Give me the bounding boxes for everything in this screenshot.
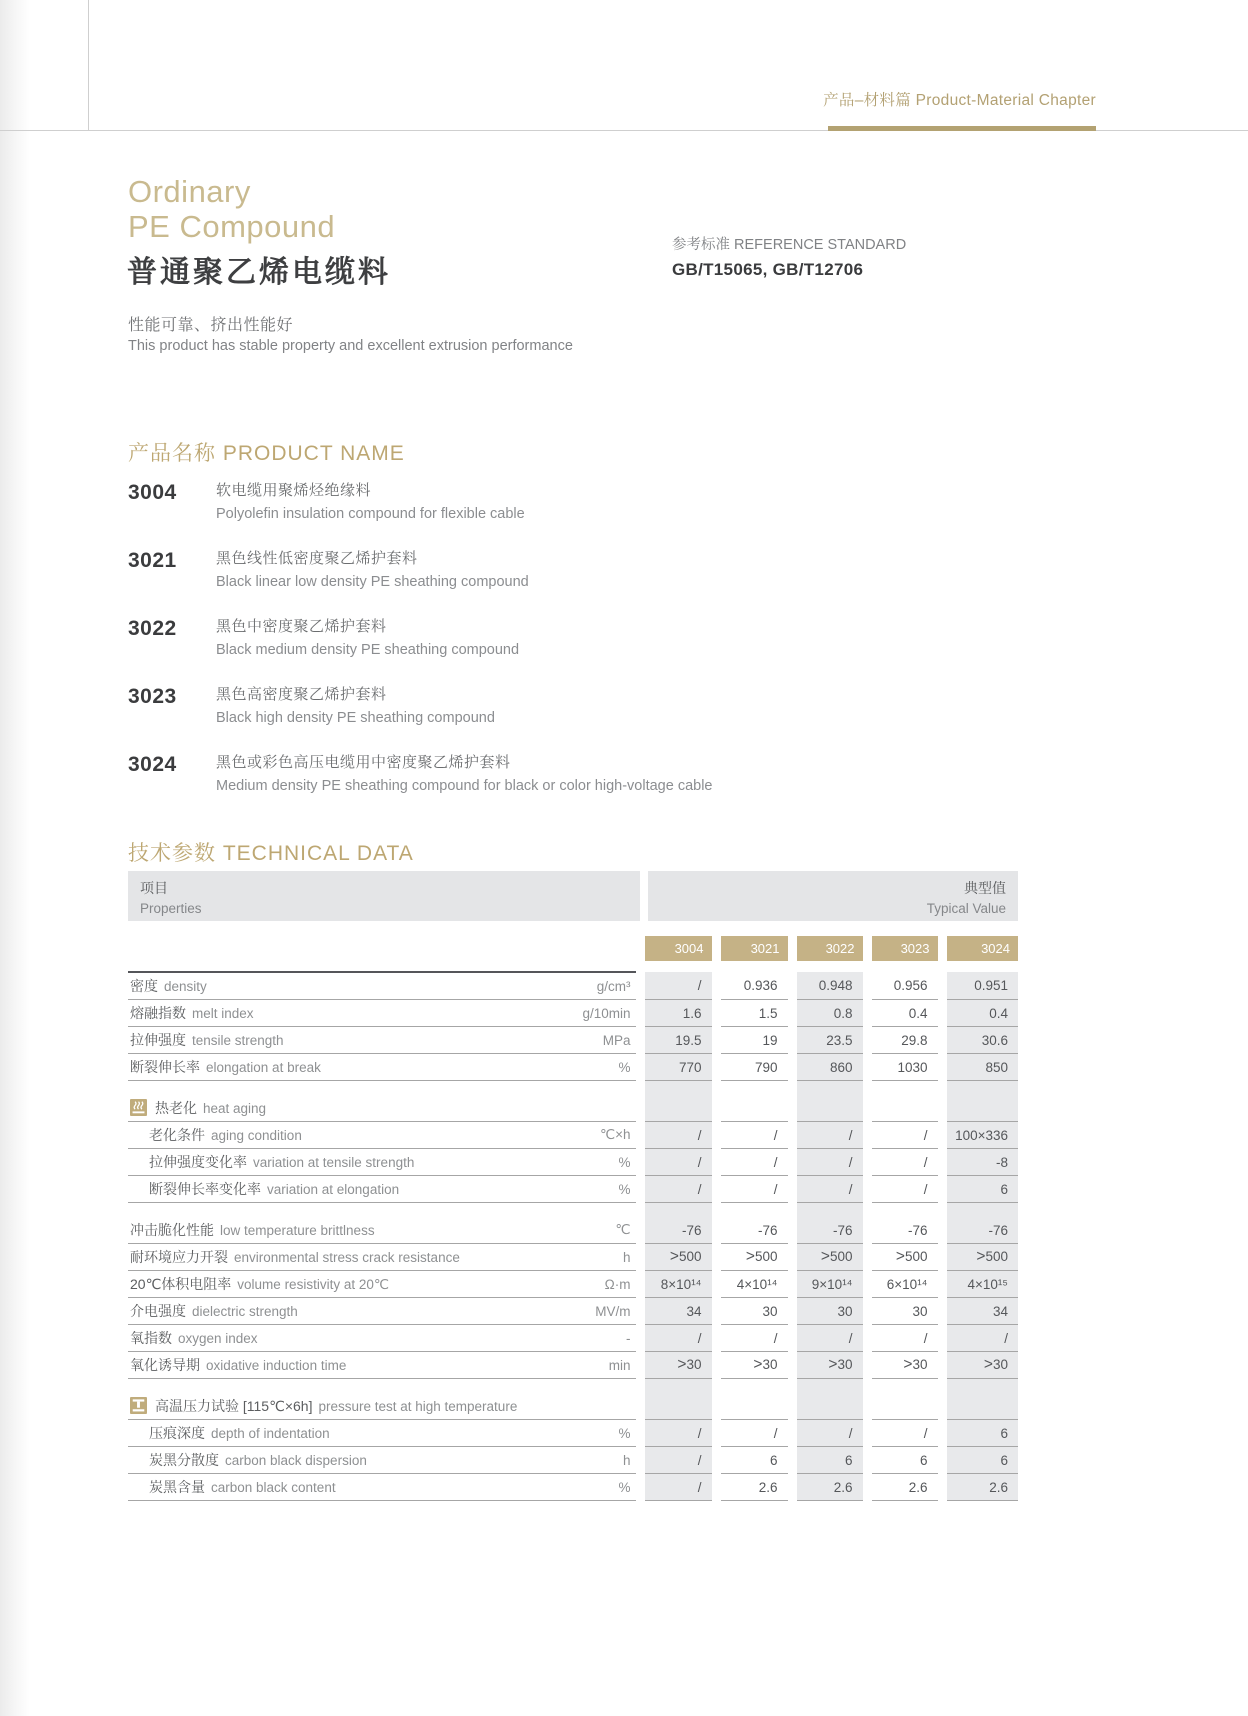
property-value: 100×336 [942, 1122, 1018, 1149]
property-unit: Ω·m [571, 1271, 640, 1298]
property-group-row [128, 1095, 1018, 1122]
property-value: / [640, 1447, 716, 1474]
typical-value-header-block [648, 871, 1018, 921]
property-value: 0.8 [792, 1000, 867, 1027]
property-value: >500 [867, 1244, 942, 1271]
product-item [128, 481, 1028, 525]
property-value: >500 [640, 1244, 716, 1271]
property-group-label [128, 1393, 640, 1420]
property-value: >500 [716, 1244, 792, 1271]
property-row [128, 1000, 1018, 1027]
property-unit: - [571, 1325, 640, 1352]
reference-standard-value: GB/T15065, GB/T12706 [672, 260, 864, 279]
property-value: 6 [867, 1447, 942, 1474]
property-label-zh: 介电强度 [130, 1303, 186, 1319]
property-label [128, 1149, 571, 1176]
grade-column-header: 3022 [792, 936, 867, 961]
product-name-zh: 黑色线性低密度聚乙烯护套料 [216, 550, 418, 567]
property-label-en: volume resistivity at 20℃ [237, 1277, 390, 1292]
property-row [128, 1244, 1018, 1271]
product-item [128, 685, 1028, 729]
property-value: 850 [942, 1054, 1018, 1081]
property-unit: MPa [571, 1027, 640, 1054]
header-vertical-rule [88, 0, 89, 130]
page-left-shadow [0, 0, 30, 1716]
property-value: 6 [942, 1176, 1018, 1203]
property-value: 6 [942, 1447, 1018, 1474]
property-label-en: aging condition [211, 1128, 302, 1143]
property-value: 6×10¹⁴ [867, 1271, 942, 1298]
property-unit: MV/m [571, 1298, 640, 1325]
property-label-en: dielectric strength [192, 1304, 298, 1319]
property-value: 0.951 [942, 972, 1018, 1000]
property-label-zh: 20℃体积电阻率 [130, 1276, 232, 1292]
header-gap-row [128, 961, 1018, 972]
product-name-en: Black linear low density PE sheathing compound [216, 574, 529, 590]
property-value: / [640, 1149, 716, 1176]
heat-icon [130, 1099, 147, 1116]
property-row [128, 1217, 1018, 1244]
column-header-row [128, 936, 1018, 961]
table-header-blocks [128, 871, 1018, 921]
table-gap-row [128, 1081, 1018, 1096]
typical-value-header-zh: 典型值 [964, 880, 1006, 896]
property-value: -76 [716, 1217, 792, 1244]
table-gap-row [128, 1203, 1018, 1218]
product-code: 3023 [128, 685, 177, 708]
property-label-zh: 炭黑含量 [149, 1479, 205, 1495]
property-unit: % [571, 1149, 640, 1176]
property-value: 29.8 [867, 1027, 942, 1054]
property-unit: h [571, 1244, 640, 1271]
intro-zh: 性能可靠、挤出性能好 [128, 317, 294, 334]
property-label-zh: 耐环境应力开裂 [130, 1249, 228, 1265]
property-row [128, 1298, 1018, 1325]
column-header-spacer [128, 936, 640, 961]
product-name-heading: 产品名称 PRODUCT NAME [128, 442, 405, 465]
property-label [128, 1325, 571, 1352]
product-code: 3022 [128, 617, 177, 640]
property-label-en: carbon black content [211, 1480, 336, 1495]
property-label-en: carbon black dispersion [225, 1453, 367, 1468]
property-value: / [792, 1176, 867, 1203]
property-label-zh: 密度 [130, 978, 158, 994]
property-row [128, 1149, 1018, 1176]
property-label-zh: 冲击脆化性能 [130, 1222, 214, 1238]
property-unit: ℃ [571, 1217, 640, 1244]
property-value: >30 [792, 1352, 867, 1379]
product-name-zh: 黑色中密度聚乙烯护套料 [216, 618, 387, 635]
header-gold-underline [828, 126, 1096, 131]
property-label-en: tensile strength [192, 1033, 284, 1048]
greater-than-sign: > [976, 1248, 986, 1265]
product-text [216, 753, 713, 796]
property-label-zh: 老化条件 [149, 1127, 205, 1143]
property-value: 2.6 [716, 1474, 792, 1501]
property-label-zh: 断裂伸长率变化率 [149, 1181, 261, 1197]
pressure-icon [130, 1397, 147, 1414]
property-value: 19.5 [640, 1027, 716, 1054]
property-value: >30 [640, 1352, 716, 1379]
property-value: / [867, 1325, 942, 1352]
property-value: 30 [716, 1298, 792, 1325]
product-text [216, 481, 525, 524]
property-value: -8 [942, 1149, 1018, 1176]
property-unit: % [571, 1176, 640, 1203]
page-title-en [128, 174, 335, 244]
reference-standard [672, 233, 906, 280]
property-value: / [867, 1122, 942, 1149]
property-value: 8×10¹⁴ [640, 1271, 716, 1298]
property-value: 2.6 [867, 1474, 942, 1501]
property-value: 0.948 [792, 972, 867, 1000]
property-label [128, 1352, 571, 1379]
property-label [128, 1271, 571, 1298]
property-value: 4×10¹⁴ [716, 1271, 792, 1298]
property-label [128, 1298, 571, 1325]
typical-value-header-en: Typical Value [926, 901, 1006, 916]
technical-table [128, 936, 1018, 1501]
property-value: 2.6 [942, 1474, 1018, 1501]
property-value: / [867, 1149, 942, 1176]
property-row [128, 1447, 1018, 1474]
property-value: >500 [792, 1244, 867, 1271]
property-row [128, 1271, 1018, 1298]
product-name-zh: 黑色或彩色高压电缆用中密度聚乙烯护套料 [216, 754, 511, 771]
property-value: 860 [792, 1054, 867, 1081]
property-group-row [128, 1393, 1018, 1420]
product-name-en: Polyolefin insulation compound for flexible cable [216, 506, 525, 522]
technical-table-grid [128, 936, 1018, 1501]
greater-than-sign: > [669, 1248, 679, 1265]
property-value: -76 [942, 1217, 1018, 1244]
property-value: 9×10¹⁴ [792, 1271, 867, 1298]
property-value: 0.4 [867, 1000, 942, 1027]
product-code: 3021 [128, 549, 177, 572]
grade-column-header: 3021 [716, 936, 792, 961]
property-value: 34 [942, 1298, 1018, 1325]
grade-column-header: 3004 [640, 936, 716, 961]
property-label-zh: 压痕深度 [149, 1425, 205, 1441]
property-label-zh: 氧化诱导期 [130, 1357, 200, 1373]
property-unit: h [571, 1447, 640, 1474]
property-row [128, 1027, 1018, 1054]
property-unit: % [571, 1054, 640, 1081]
greater-than-sign: > [745, 1248, 755, 1265]
property-unit: min [571, 1352, 640, 1379]
page-title-zh: 普通聚乙烯电缆料 [127, 256, 391, 289]
group-label-en: pressure test at high temperature [318, 1399, 518, 1414]
property-value: 6 [716, 1447, 792, 1474]
product-list [128, 481, 1028, 821]
property-unit: % [571, 1474, 640, 1501]
property-value: -76 [792, 1217, 867, 1244]
property-value: / [942, 1325, 1018, 1352]
property-unit: g/cm³ [571, 972, 640, 1000]
property-label-zh: 拉伸强度 [130, 1032, 186, 1048]
technical-data-heading: 技术参数 TECHNICAL DATA [128, 842, 414, 865]
property-value: / [716, 1325, 792, 1352]
property-value: 30 [867, 1298, 942, 1325]
property-row [128, 972, 1018, 1000]
property-value: -76 [867, 1217, 942, 1244]
grade-column-header: 3024 [942, 936, 1018, 961]
technical-table-body [128, 936, 1018, 1501]
product-name-en: Black medium density PE sheathing compound [216, 642, 520, 658]
property-value: >500 [942, 1244, 1018, 1271]
property-label-zh: 炭黑分散度 [149, 1452, 219, 1468]
table-gap-row [128, 1379, 1018, 1394]
property-label-en: elongation at break [206, 1060, 321, 1075]
intro-en: This product has stable property and excellent extrusion performance [128, 338, 573, 354]
greater-than-sign: > [828, 1356, 838, 1373]
property-value: / [867, 1176, 942, 1203]
property-label [128, 1447, 571, 1474]
property-row [128, 1176, 1018, 1203]
product-name-en: Medium density PE sheathing compound for black or color high-voltage cable [216, 778, 713, 794]
property-row [128, 1122, 1018, 1149]
property-value: / [640, 1122, 716, 1149]
property-value: >30 [942, 1352, 1018, 1379]
property-value: / [792, 1149, 867, 1176]
property-label-zh: 熔融指数 [130, 1005, 186, 1021]
property-label-en: oxidative induction time [206, 1358, 347, 1373]
product-item [128, 617, 1028, 661]
properties-header-block [128, 871, 640, 921]
property-unit: g/10min [571, 1000, 640, 1027]
property-value: 34 [640, 1298, 716, 1325]
property-value: / [792, 1420, 867, 1447]
property-value: / [716, 1149, 792, 1176]
property-value: 790 [716, 1054, 792, 1081]
property-value: 6 [942, 1420, 1018, 1447]
property-label-zh: 断裂伸长率 [130, 1059, 200, 1075]
chapter-header: 产品–材料篇 Product-Material Chapter [823, 92, 1096, 109]
property-value: 0.956 [867, 972, 942, 1000]
property-label [128, 1474, 571, 1501]
reference-standard-label: 参考标准 REFERENCE STANDARD [672, 237, 907, 253]
property-label-en: melt index [192, 1006, 254, 1021]
property-value: / [640, 1420, 716, 1447]
property-value: 30.6 [942, 1027, 1018, 1054]
property-unit: ℃×h [571, 1122, 640, 1149]
product-name-en: Black high density PE sheathing compound [216, 710, 495, 726]
product-text [216, 617, 519, 660]
property-row [128, 1352, 1018, 1379]
property-value: 1.6 [640, 1000, 716, 1027]
property-value: / [640, 1474, 716, 1501]
property-value: / [640, 1325, 716, 1352]
property-label [128, 1027, 571, 1054]
property-label-en: variation at tensile strength [253, 1155, 415, 1170]
greater-than-sign: > [895, 1248, 905, 1265]
property-value: / [716, 1420, 792, 1447]
product-name-zh: 黑色高密度聚乙烯护套料 [216, 686, 387, 703]
greater-than-sign: > [753, 1356, 763, 1373]
properties-header-zh: 项目 [140, 880, 168, 896]
greater-than-sign: > [903, 1356, 913, 1373]
property-value: / [867, 1420, 942, 1447]
property-label-en: depth of indentation [211, 1426, 330, 1441]
group-label-zh: 高温压力试验 [115℃×6h] [155, 1398, 313, 1414]
product-item [128, 549, 1028, 593]
property-value: 2.6 [792, 1474, 867, 1501]
property-row [128, 1325, 1018, 1352]
product-item [128, 753, 1028, 797]
property-label-en: variation at elongation [267, 1182, 400, 1197]
product-text [216, 685, 495, 728]
grade-column-header: 3023 [867, 936, 942, 961]
property-row [128, 1054, 1018, 1081]
group-label-en: heat aging [203, 1101, 267, 1116]
property-label [128, 1122, 571, 1149]
property-label [128, 1176, 571, 1203]
property-value: -76 [640, 1217, 716, 1244]
property-value: 0.4 [942, 1000, 1018, 1027]
property-value: 19 [716, 1027, 792, 1054]
greater-than-sign: > [820, 1248, 830, 1265]
properties-header-en: Properties [140, 901, 202, 916]
property-value: / [640, 972, 716, 1000]
property-row [128, 1474, 1018, 1501]
property-label [128, 1420, 571, 1447]
group-label-zh: 热老化 [155, 1100, 197, 1116]
product-code: 3024 [128, 753, 177, 776]
property-value: / [640, 1176, 716, 1203]
property-value: >30 [867, 1352, 942, 1379]
property-label-en: environmental stress crack resistance [234, 1250, 460, 1265]
property-value: / [792, 1325, 867, 1352]
property-value: / [716, 1122, 792, 1149]
product-code: 3004 [128, 481, 177, 504]
property-label [128, 1217, 571, 1244]
property-value: / [792, 1122, 867, 1149]
property-value: 770 [640, 1054, 716, 1081]
property-label [128, 1054, 571, 1081]
product-name-zh: 软电缆用聚烯烃绝缘料 [216, 482, 372, 499]
property-label-en: oxygen index [178, 1331, 258, 1346]
property-label [128, 1244, 571, 1271]
page-title-en-line2: PE Compound [128, 209, 336, 244]
property-row [128, 1420, 1018, 1447]
greater-than-sign: > [983, 1356, 993, 1373]
property-value: 4×10¹⁵ [942, 1271, 1018, 1298]
property-label-en: density [164, 979, 207, 994]
property-label-zh: 氧指数 [130, 1330, 172, 1346]
property-label-zh: 拉伸强度变化率 [149, 1154, 247, 1170]
product-text [216, 549, 529, 592]
property-value: 6 [792, 1447, 867, 1474]
property-value: 1.5 [716, 1000, 792, 1027]
property-value: 23.5 [792, 1027, 867, 1054]
greater-than-sign: > [677, 1356, 687, 1373]
property-unit: % [571, 1420, 640, 1447]
property-value: >30 [716, 1352, 792, 1379]
property-value: 1030 [867, 1054, 942, 1081]
property-value: 0.936 [716, 972, 792, 1000]
property-label-en: low temperature brittlness [220, 1223, 375, 1238]
page-title-en-line1: Ordinary [128, 174, 251, 209]
property-value: 30 [792, 1298, 867, 1325]
property-label [128, 1000, 571, 1027]
property-value: / [716, 1176, 792, 1203]
property-label [128, 972, 571, 1000]
property-group-label [128, 1095, 640, 1122]
